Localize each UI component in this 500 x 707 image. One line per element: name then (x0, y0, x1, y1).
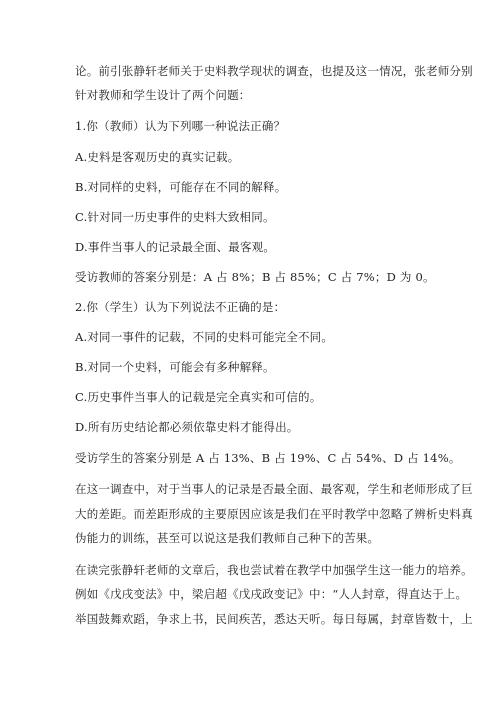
teacher-answer-results: 受访教师的答案分别是：A 占 8%；B 占 85%；C 占 7%；D 为 0。 (75, 270, 435, 284)
text-line: 例如《戊戌变法》中，梁启超《戊戌政变记》中：“人人封章，得直达于上。 (75, 587, 468, 601)
question-2-option-d: D.所有历史结论都必须依靠史料才能得出。 (75, 420, 299, 434)
text-line: 论。前引张静轩老师关于史料教学现状的调查，也提及这一情况，张老师分别 (75, 64, 473, 78)
question-1-option-b: B.对同样的史料，可能存在不同的解释。 (75, 180, 287, 194)
question-2-option-c: C.历史事件当事人的记载是完全真实和可信的。 (75, 390, 322, 404)
text-line: 伪能力的训练，甚至可以说这是我们教师自己种下的苦果。 (75, 531, 380, 545)
question-1-option-a: A.史料是客观历史的真实记载。 (75, 150, 240, 164)
question-2-heading: 2.你（学生）认为下列说法不正确的是： (75, 300, 286, 314)
student-answer-results: 受访学生的答案分别是 A 占 13%、B 占 19%、C 占 54%、D 占 14%。 (75, 451, 461, 465)
question-1-option-c: C.针对同一历史事件的史料大致相同。 (75, 210, 275, 224)
text-line: 大的差距。而差距形成的主要原因应该是我们在平时教学中忽略了辨析史料真 (75, 507, 473, 521)
question-2-option-b: B.对同一个史料，可能会有多种解释。 (75, 360, 275, 374)
text-line: 针对教师和学生设计了两个问题： (75, 88, 251, 102)
question-1-option-d: D.事件当事人的记录最全面、最客观。 (75, 240, 276, 254)
question-2-option-a: A.对同一事件的记载，不同的史料可能完全不同。 (75, 330, 334, 344)
question-1-heading: 1.你（教师）认为下列哪一种说法正确？ (75, 119, 286, 133)
text-line: 举国鼓舞欢蹈，争求上书，民间疾苦，悉达天听。每日每属，封章皆数十，上 (75, 612, 473, 626)
text-line: 在这一调查中，对于当事人的记录是否最全面、最客观，学生和老师形成了巨 (75, 482, 473, 496)
text-line: 在读完张静轩老师的文章后，我也尝试着在教学中加强学生这一能力的培养。 (75, 563, 473, 577)
